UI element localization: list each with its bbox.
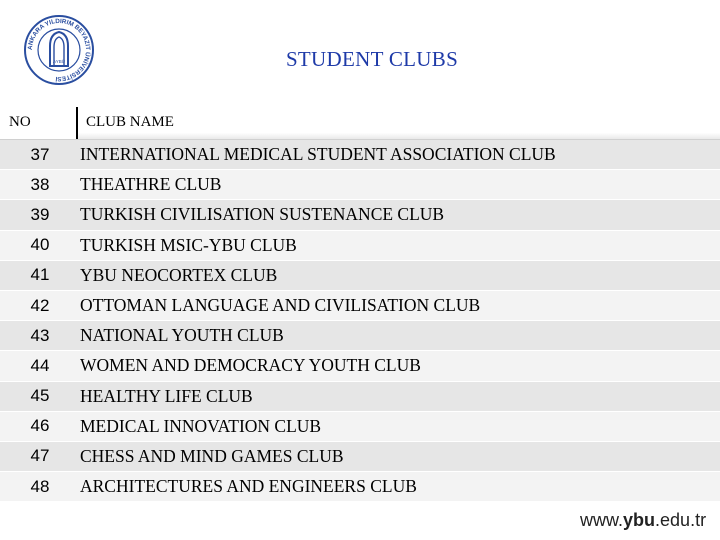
table-row — [0, 412, 720, 442]
table-body — [0, 139, 720, 502]
club-name: TURKISH MSIC-YBU CLUB — [80, 234, 297, 255]
club-number: 37 — [30, 144, 50, 164]
club-name: INTERNATIONAL MEDICAL STUDENT ASSOCIATION CLUB — [80, 144, 556, 165]
table-row — [0, 170, 720, 200]
club-number: 42 — [30, 295, 50, 315]
table-row — [0, 442, 720, 472]
club-number: 45 — [30, 386, 50, 406]
column-header-no: NO — [0, 107, 78, 139]
page-title: STUDENT CLUBS — [285, 47, 459, 71]
table-row — [0, 291, 720, 321]
table-row — [0, 382, 720, 412]
club-number: 38 — [30, 174, 50, 194]
url-prefix: www. — [580, 510, 624, 530]
club-number: 40 — [30, 235, 50, 255]
table-header — [0, 107, 720, 139]
url-suffix: .edu.tr — [655, 510, 707, 530]
website-url[interactable] — [580, 510, 706, 531]
club-name: HEALTHY LIFE CLUB — [80, 385, 253, 406]
club-number: 44 — [30, 355, 50, 375]
club-name: TURKISH CIVILISATION SUSTENANCE CLUB — [80, 204, 445, 225]
club-name: CHESS AND MIND GAMES CLUB — [80, 445, 344, 466]
club-number: 39 — [30, 204, 50, 224]
column-header-club-name: CLUB NAME — [78, 107, 720, 139]
club-number: 41 — [30, 265, 50, 285]
clubs-table — [0, 107, 720, 502]
university-seal-logo — [23, 14, 95, 86]
club-number: 43 — [30, 325, 50, 345]
club-name: THEATHRE CLUB — [80, 174, 222, 195]
table-row — [0, 472, 720, 502]
club-number: 48 — [30, 476, 50, 496]
club-name: OTTOMAN LANGUAGE AND CIVILISATION CLUB — [80, 295, 481, 316]
club-name: ARCHITECTURES AND ENGINEERS CLUB — [80, 476, 417, 497]
table-row — [0, 200, 720, 230]
club-name: WOMEN AND DEMOCRACY YOUTH CLUB — [80, 355, 421, 376]
club-number: 46 — [30, 416, 50, 436]
table-row — [0, 351, 720, 381]
table-row — [0, 140, 720, 170]
club-name: MEDICAL INNOVATION CLUB — [80, 415, 322, 436]
table-row — [0, 231, 720, 261]
svg-text:AYBÜ: AYBÜ — [53, 59, 65, 64]
club-name: NATIONAL YOUTH CLUB — [80, 325, 284, 346]
club-number: 47 — [30, 446, 50, 466]
club-name: YBU NEOCORTEX CLUB — [80, 264, 278, 285]
table-row — [0, 321, 720, 351]
svg-text:ANKARA YILDIRIM BEYAZIT ÜNİVER: ANKARA YILDIRIM BEYAZIT ÜNİVERSİTESİ — [26, 17, 92, 83]
url-brand: ybu — [623, 510, 656, 530]
table-row — [0, 261, 720, 291]
